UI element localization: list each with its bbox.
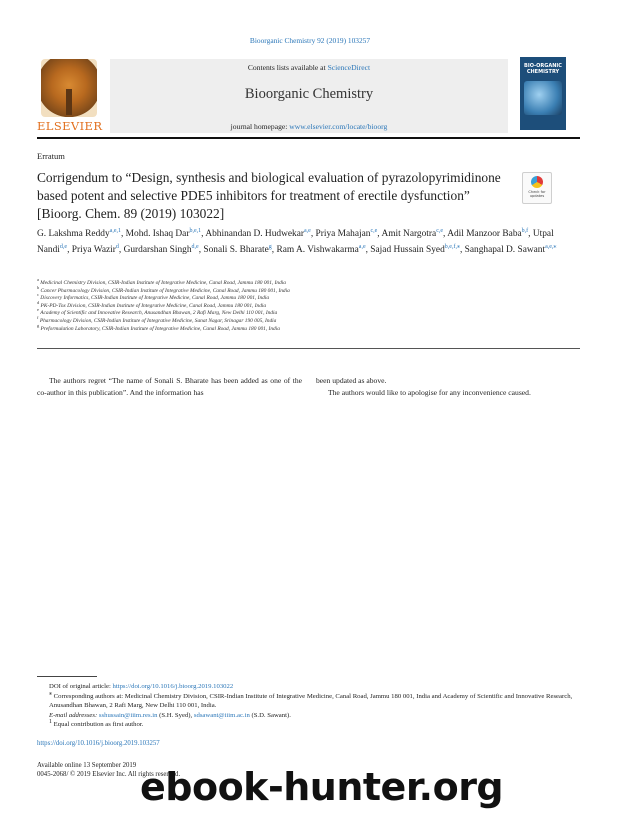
email-link-syed[interactable]: sshussain@iiim.res.in	[98, 711, 158, 719]
author-name: Abhinandan D. Hudwekar	[205, 229, 304, 239]
footnote-corresponding	[37, 692, 580, 711]
author-name: Ram A. Vishwakarma	[276, 244, 359, 255]
affiliation-item	[37, 277, 580, 288]
footnote-divider	[37, 676, 97, 677]
author-affiliation-marks[interactable]: b,e,f,⁎	[444, 243, 460, 250]
author-entry	[205, 229, 315, 239]
cover-title-line-1: BIO-ORGANIC	[524, 63, 562, 69]
affiliation-text: Cancer Pharmacology Division, CSIR-Indian Institute of Integrative Medicine, Canal Road, Jammu 180 001, India	[39, 287, 290, 294]
author-name: Sonali S. Bharate	[203, 244, 269, 255]
journal-title: Bioorganic Chemistry	[244, 86, 374, 102]
cover-title	[520, 57, 566, 75]
author-affiliation-marks[interactable]: d,e	[191, 243, 199, 250]
author-affiliation-marks[interactable]: a,e	[358, 243, 366, 250]
body-column-left	[37, 375, 302, 398]
affiliation-text: Medicinal Chemistry Division, CSIR-Indian Institute of Integrative Medicine, Canal Road, Jammu 180 001, India	[38, 280, 286, 286]
article-doi-link[interactable]: https://doi.org/10.1016/j.bioorg.2019.103257	[37, 740, 160, 747]
sciencedirect-link[interactable]: ScienceDirect	[327, 63, 371, 72]
affiliation-key: g	[37, 322, 40, 328]
author-name: Amit Nargotra	[381, 229, 437, 239]
crossmark-label	[523, 190, 551, 199]
email-link-sawant[interactable]: sdsawant@iiim.ac.in	[193, 711, 250, 719]
watermark-text: ebook-hunter.org	[140, 765, 504, 809]
affiliation-key: f	[37, 315, 39, 321]
author-affiliation-marks[interactable]: d,e	[59, 243, 68, 250]
email-owner-sawant: (S.D. Sawant).	[251, 711, 291, 719]
equal-contribution-text: Equal contribution as first author.	[53, 721, 144, 729]
copyright-notice: 0045-2068/ © 2019 Elsevier Inc. All rights reserved.	[37, 771, 181, 778]
contents-prefix: Contents lists available at	[247, 63, 326, 72]
homepage-prefix: journal homepage:	[230, 122, 288, 131]
affiliation-text: Pharmacology Division, CSIR-Indian Institute of Integrative Medicine, Sanat Nagar, Srinagar 190 005, India	[38, 317, 277, 324]
author-separator: ,	[120, 229, 126, 239]
author-affiliation-marks[interactable]: a,e	[303, 227, 311, 234]
affiliation-key: b	[37, 284, 40, 290]
email-owner-syed: (S.H. Syed),	[159, 711, 193, 719]
author-entry	[316, 229, 382, 239]
author-separator: ,	[528, 229, 533, 239]
author-name: Priya Wazir	[71, 244, 116, 255]
author-entry	[276, 245, 370, 255]
available-online-date: Available online 13 September 2019	[37, 762, 137, 769]
homepage-line	[110, 122, 508, 131]
affiliation-text: Discovery Informatics, CSIR-Indian Institute of Integrative Medicine, Canal Road, Jammu 180 001, India	[38, 295, 270, 302]
check-for-updates-badge[interactable]	[522, 172, 552, 204]
footnotes	[37, 682, 580, 730]
body-paragraph: The authors would like to apologise for any inconvenience caused.	[328, 387, 531, 397]
author-separator: ,	[198, 244, 204, 255]
author-name: Sajad Hussain Syed	[370, 244, 445, 255]
author-affiliation-marks[interactable]: c,e	[436, 227, 444, 234]
cover-artwork	[524, 81, 562, 115]
author-affiliation-marks[interactable]: g	[268, 243, 272, 250]
journal-reference[interactable]: Bioorganic Chemistry 92 (2019) 103257	[249, 36, 371, 45]
author-affiliation-marks[interactable]: a,e,1	[109, 227, 121, 234]
author-separator: ,	[377, 229, 382, 239]
elsevier-logo	[37, 59, 101, 133]
doi-original-label: DOI of original article:	[49, 683, 111, 690]
footnote-equal-contribution	[37, 720, 580, 730]
header-divider	[37, 137, 580, 139]
body-paragraph: been updated as above.	[316, 376, 387, 385]
article-title: Corrigendum to “Design, synthesis and biological evaluation of pyrazolopyrimidinone based potent and selective PDE5 inhibitors for treatment of erectile dysfunction” [Bioorg. Chem. 89 (2019) 103022]	[37, 170, 501, 221]
author-entry	[37, 229, 126, 239]
email-label: E-mail addresses:	[49, 711, 98, 719]
author-name: Priya Mahajan	[315, 229, 371, 239]
author-entry	[381, 229, 447, 239]
equal-contribution-mark: 1	[49, 719, 52, 726]
author-name: Sanghapal D. Sawant	[464, 244, 546, 255]
author-entry	[370, 245, 464, 255]
author-entry	[203, 245, 276, 255]
author-entry	[72, 245, 124, 255]
crossmark-label-line-2: updates	[529, 194, 545, 199]
affiliation-item	[37, 292, 580, 303]
homepage-link[interactable]: www.elsevier.com/locate/bioorg	[289, 122, 388, 131]
author-affiliation-marks[interactable]: b,f	[521, 227, 529, 234]
author-entry	[124, 245, 204, 255]
author-separator: ,	[201, 229, 206, 239]
affiliation-key: a	[37, 277, 39, 283]
affiliation-text: PK-PD-Tox Division, CSIR-Indian Institute of Integrative Medicine, Canal Road, Jammu 180 001, India	[39, 302, 267, 309]
author-entry	[126, 229, 206, 239]
crossmark-icon	[531, 176, 543, 188]
body-paragraph: The authors regret “The name of Sonali S. Bharate has been added as one of the co-author in this publication”. And the information has	[37, 376, 302, 397]
corresponding-mark: ⁎	[49, 690, 52, 697]
author-entry	[447, 229, 533, 239]
affiliation-key: c	[37, 292, 39, 298]
author-separator: ,	[118, 244, 124, 255]
author-affiliation-marks[interactable]: b,e,1	[189, 227, 202, 234]
footnote-original-doi	[37, 682, 580, 692]
author-separator: ,	[365, 244, 371, 255]
affiliation-list	[37, 277, 580, 333]
cover-title-line-2: CHEMISTRY	[526, 69, 560, 75]
affiliation-item	[37, 322, 580, 334]
author-name: Utpal Nandi	[37, 229, 554, 255]
author-affiliation-marks[interactable]: d	[115, 243, 119, 250]
author-list	[37, 227, 557, 259]
author-name: Gurdarshan Singh	[123, 244, 192, 255]
author-separator: ,	[459, 244, 465, 255]
affiliation-key: d	[37, 299, 40, 305]
affiliation-text: Preformulation Laboratory, CSIR-Indian Institute of Integrative Medicine, Canal Road, Jammu 180 001, India	[39, 325, 280, 332]
author-separator: ,	[443, 229, 448, 239]
author-entry	[465, 245, 557, 255]
author-name: G. Lakshma Reddy	[37, 229, 110, 239]
affiliation-item	[37, 315, 580, 326]
affiliation-key: e	[37, 307, 39, 313]
author-affiliation-marks[interactable]: c,e	[370, 227, 378, 234]
author-name: Mohd. Ishaq Dar	[125, 229, 190, 239]
affiliation-text: Academy of Scientific and Innovative Research, Anusandhan Bhawan, 2 Rafi Marg, New Delhi 110 001, India	[38, 310, 278, 317]
author-name: Adil Manzoor Baba	[447, 229, 522, 239]
journal-cover-image[interactable]	[520, 57, 566, 130]
author-separator: ,	[271, 244, 277, 255]
elsevier-wordmark: ELSEVIER	[37, 119, 103, 133]
author-separator: ,	[67, 244, 72, 255]
body-divider	[37, 348, 580, 349]
crossmark-label-line-1: Check for	[528, 190, 546, 194]
body-column-right	[316, 375, 581, 398]
elsevier-tree-image	[41, 59, 97, 117]
doi-original-link[interactable]: https://doi.org/10.1016/j.bioorg.2019.103022	[112, 683, 234, 690]
article-type: Erratum	[37, 151, 65, 161]
contents-line	[110, 63, 508, 72]
corresponding-text: Corresponding authors at: Medicinal Chemistry Division, CSIR-Indian Institute of Integrative Medicine, Canal Road, Jammu 180 001, India and Academy of Scientific and Innovative Research, Anusandhan Bhawan, 2 Rafi Marg, New Delhi 110 001, India.	[49, 692, 573, 710]
author-separator: ,	[310, 229, 316, 239]
footnote-emails	[37, 711, 580, 721]
author-affiliation-marks[interactable]: a,e,⁎	[545, 243, 557, 250]
